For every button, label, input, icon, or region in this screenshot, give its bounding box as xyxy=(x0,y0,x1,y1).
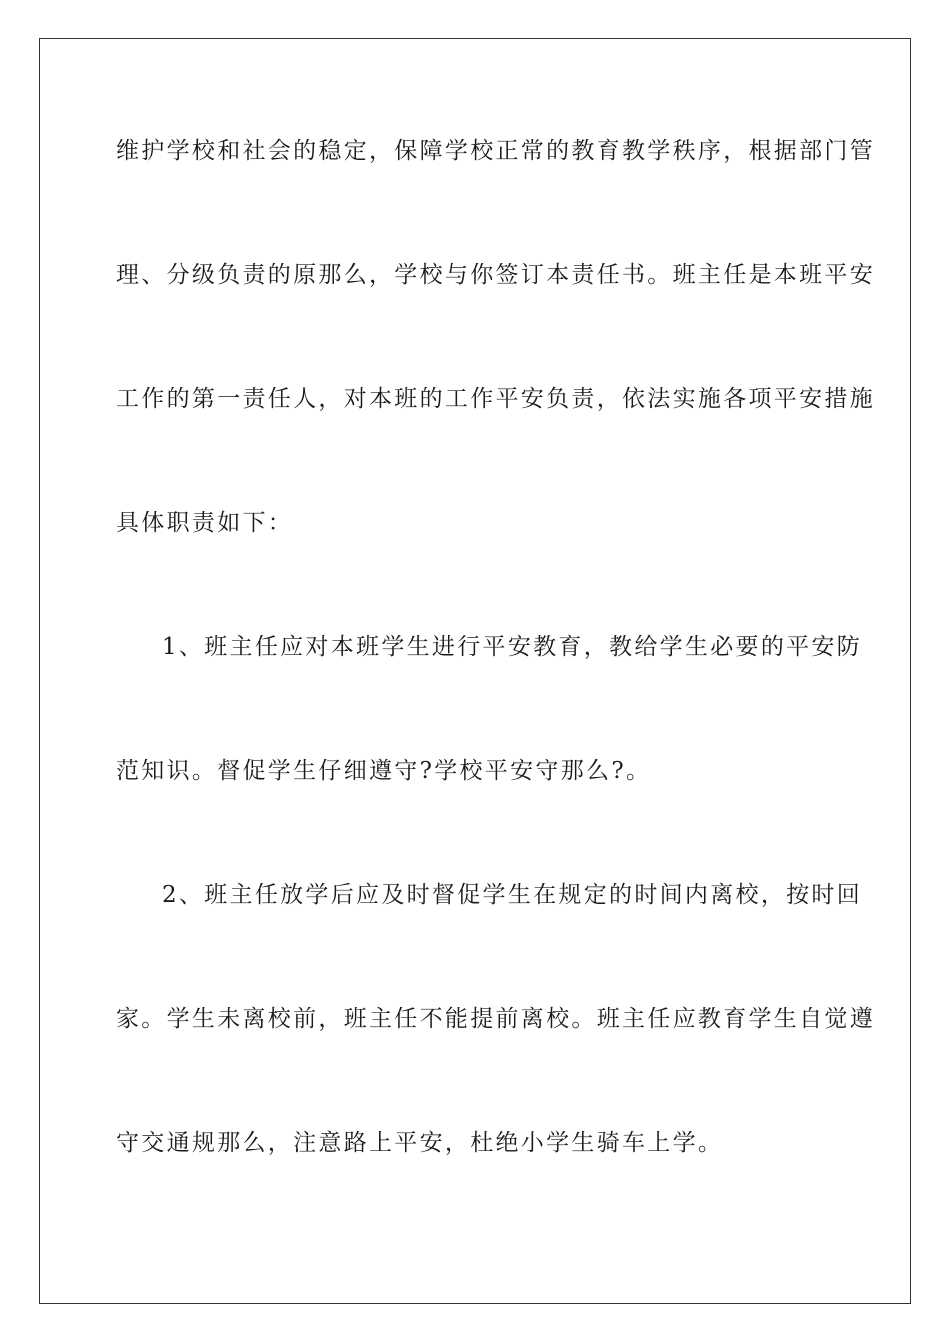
page-border xyxy=(39,38,911,1304)
paragraph-line-3: 工作的第一责任人，对本班的工作平安负责，依法实施各项平安措施 xyxy=(116,386,875,412)
item-1-line-2: 范知识。督促学生仔细遵守?学校平安守那么?。 xyxy=(116,758,652,784)
paragraph-line-1: 维护学校和社会的稳定，保障学校正常的教育教学秩序，根据部门管 xyxy=(116,138,875,164)
item-1-line-1: 1、班主任应对本班学生进行平安教育，教给学生必要的平安防 xyxy=(162,634,863,660)
item-2-line-3: 守交通规那么，注意路上平安，杜绝小学生骑车上学。 xyxy=(116,1130,724,1156)
paragraph-line-2: 理、分级负责的原那么，学校与你签订本责任书。班主任是本班平安 xyxy=(116,262,875,288)
item-2-line-1: 2、班主任放学后应及时督促学生在规定的时间内离校，按时回 xyxy=(162,882,863,908)
paragraph-line-4: 具体职责如下： xyxy=(116,510,294,536)
item-2-line-2: 家。学生未离校前，班主任不能提前离校。班主任应教育学生自觉遵 xyxy=(116,1006,875,1032)
